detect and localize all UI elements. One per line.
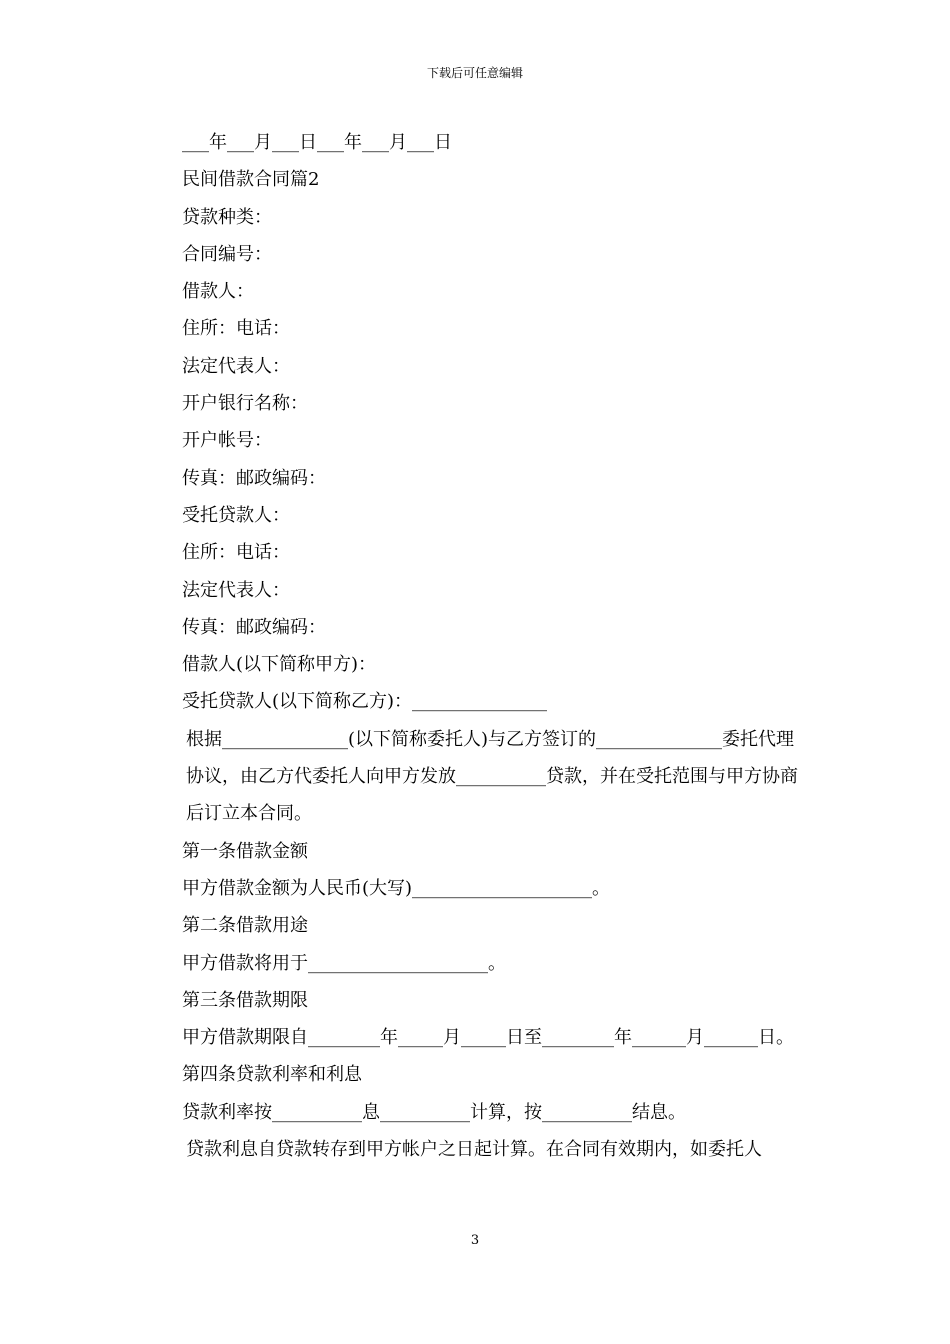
field-party-b: 受托贷款人(以下简称乙方)：_______________ (182, 691, 548, 713)
article-3-title: 第三条借款期限 (182, 989, 308, 1011)
article-2-text: 甲方借款将用于____________________。 (182, 952, 506, 974)
field-account-number: 开户帐号： (182, 430, 272, 452)
date-line: ___年___月___日___年___月___日 (182, 132, 452, 153)
article-4-text: 贷款利率按__________息__________计算，按__________结息。 (182, 1101, 686, 1123)
field-contract-number: 合同编号： (182, 243, 272, 265)
page-number: 3 (470, 1233, 480, 1248)
page-header: 下载后可任意编辑 (426, 66, 523, 80)
paragraph-interest: 贷款利息自贷款转存到甲方帐户之日起计算。在合同有效期内，如委托人 (186, 1139, 762, 1161)
field-fax-postcode: 传真：邮政编码： (182, 467, 326, 489)
field-legal-rep-2: 法定代表人： (182, 579, 290, 601)
field-borrower: 借款人： (182, 281, 254, 303)
field-address-phone-2: 住所：电话： (182, 542, 290, 564)
article-3-text: 甲方借款期限自________年_____月_____日至________年______月______日。 (182, 1027, 794, 1049)
field-loan-type: 贷款种类： (182, 206, 272, 228)
field-fax-postcode-2: 传真：邮政编码： (182, 616, 326, 638)
field-trustee-lender: 受托贷款人： (182, 504, 290, 526)
section-title: 民间借款合同篇2 (182, 169, 320, 191)
field-party-a: 借款人(以下简称甲方)： (182, 654, 377, 676)
article-1-text: 甲方借款金额为人民币(大写)____________________。 (182, 877, 611, 899)
paragraph-intro: 根据______________(以下简称委托人)与乙方签订的______________委托代理协议，由乙方代委托人向甲方发放__________贷款，并在受托范围与甲方协商后订立本合同。 (186, 728, 798, 825)
article-2-title: 第二条借款用途 (182, 915, 308, 937)
contract-body (145, 124, 810, 1168)
field-address-phone: 住所：电话： (182, 318, 290, 340)
article-4-title: 第四条贷款利率和利息 (182, 1064, 362, 1086)
field-legal-rep: 法定代表人： (182, 355, 290, 377)
article-1-title: 第一条借款金额 (182, 840, 308, 862)
field-bank-name: 开户银行名称： (182, 393, 308, 415)
